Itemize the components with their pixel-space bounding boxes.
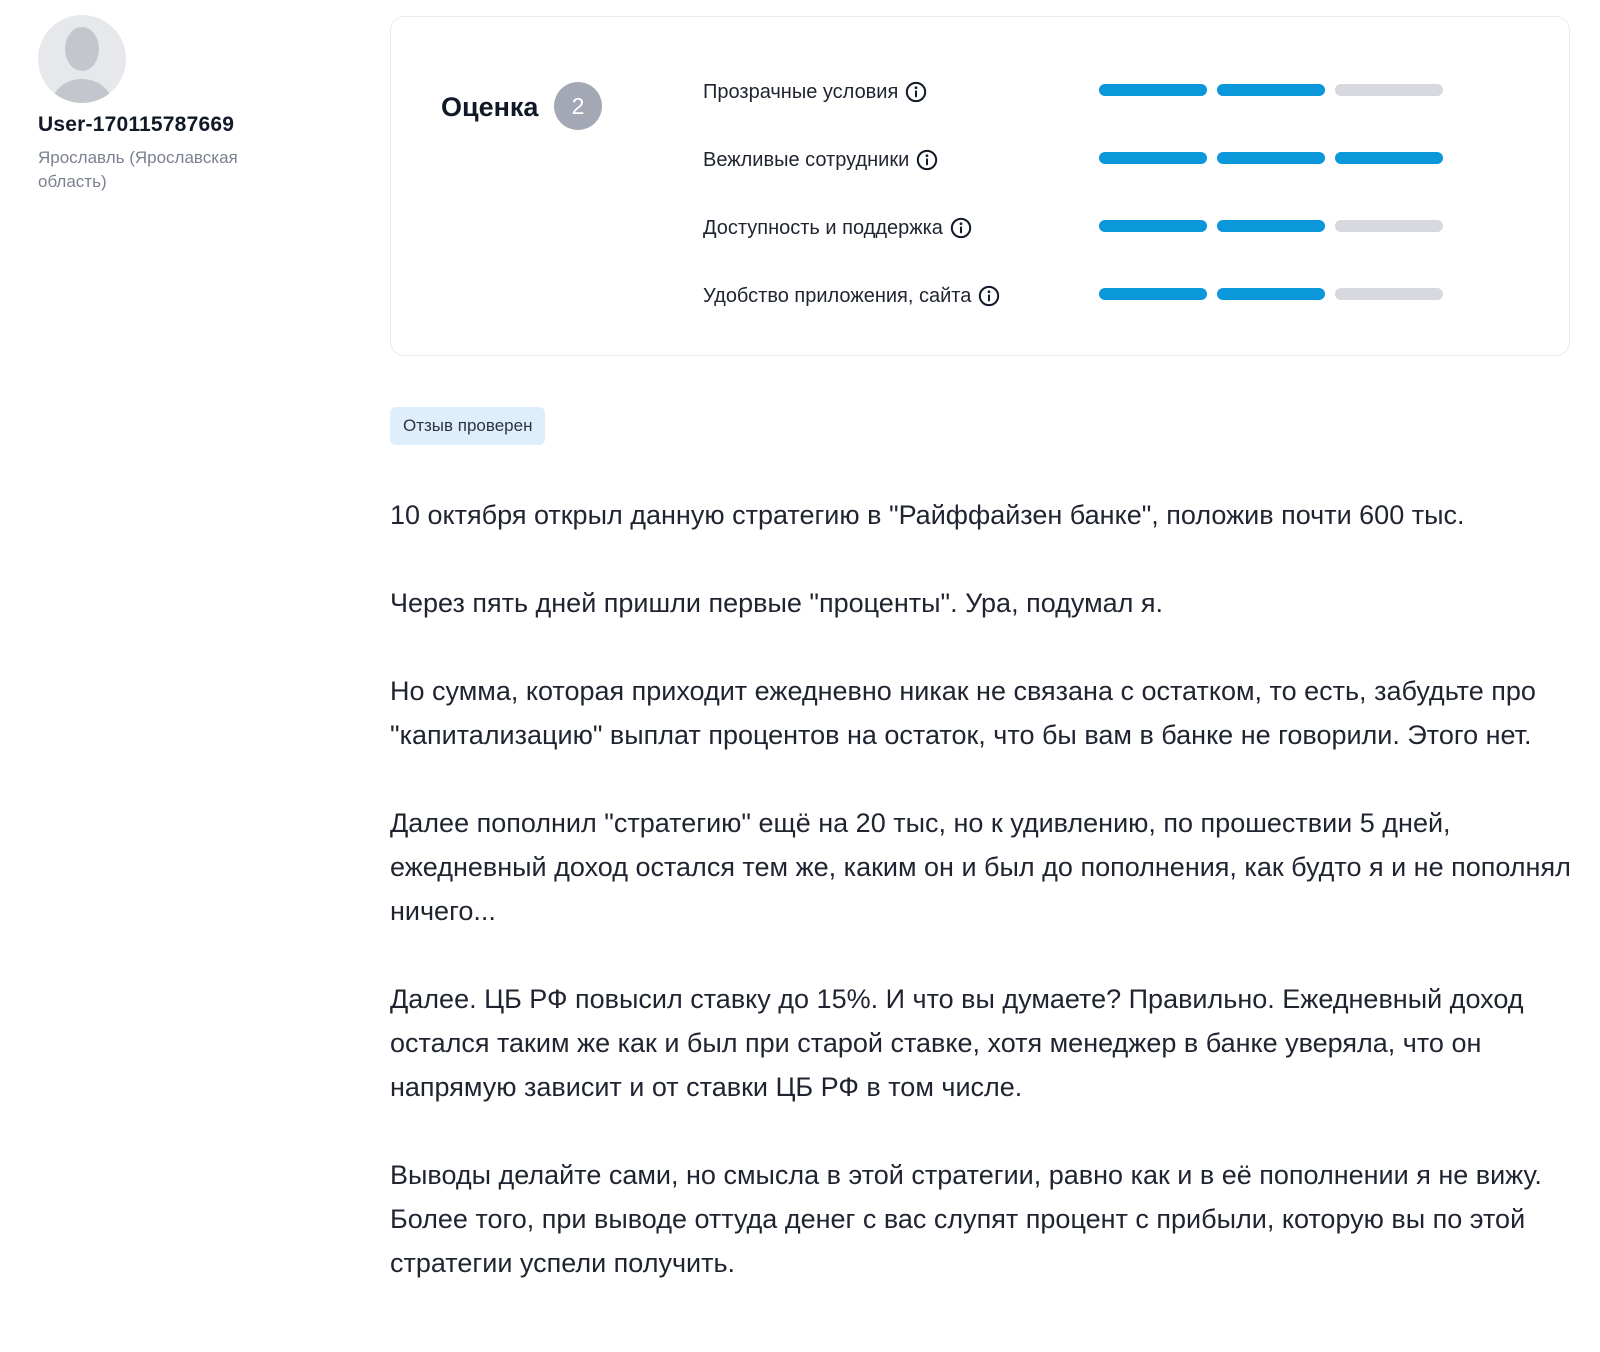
- criterion-label: Удобство приложения, сайта: [703, 285, 972, 307]
- rating-card: [390, 16, 1570, 356]
- rating-bar-filled: [1217, 288, 1325, 300]
- avatar[interactable]: [38, 15, 126, 103]
- review-paragraph: Но сумма, которая приходит ежедневно никак не связана с остатком, то есть, забудьте про "капитализацию" выплат процентов на остаток, что бы вам в банке не говорили. Этого нет.: [390, 676, 1536, 750]
- rating-bar-empty: [1335, 84, 1443, 96]
- info-icon[interactable]: [905, 81, 927, 103]
- criterion-label: Доступность и поддержка: [703, 217, 943, 239]
- rating-bar-filled: [1099, 220, 1207, 232]
- author-name[interactable]: User-170115787669: [38, 113, 235, 136]
- rating-bar-filled: [1217, 84, 1325, 96]
- criterion-row: [703, 65, 1463, 133]
- info-icon[interactable]: [916, 149, 938, 171]
- review-author: [38, 15, 328, 194]
- avatar-body-shape: [52, 79, 112, 103]
- review-paragraph: Далее пополнил "стратегию" ещё на 20 тыс, но к удивлению, по прошествии 5 дней, ежедневный доход остался тем же, каким он и был до пополнения, как будто я и не пополнял ничего...: [390, 808, 1571, 926]
- rating-bar-empty: [1335, 288, 1443, 300]
- criterion-bars: [1099, 84, 1443, 96]
- criterion-label: Прозрачные условия: [703, 81, 899, 103]
- criterion-row: [703, 133, 1463, 201]
- criterion-bars: [1099, 288, 1443, 300]
- rating-bar-filled: [1217, 152, 1325, 164]
- rating-score-badge: 2: [554, 82, 602, 130]
- review-body: [390, 493, 1580, 1329]
- rating-title: Оценка: [441, 92, 539, 122]
- criterion-label: Вежливые сотрудники: [703, 149, 910, 171]
- review-paragraph: Далее. ЦБ РФ повысил ставку до 15%. И что вы думаете? Правильно. Ежедневный доход остался таким же как и был при старой ставке, хотя менеджер в банке уверяла, что он напрямую зависит и от ставки ЦБ РФ в том числе.: [390, 984, 1524, 1102]
- criterion-row: [703, 201, 1463, 269]
- info-icon[interactable]: [950, 217, 972, 239]
- rating-bar-filled: [1099, 152, 1207, 164]
- rating-bar-filled: [1099, 288, 1207, 300]
- review-paragraph: Выводы делайте сами, но смысла в этой стратегии, равно как и в её пополнении я не вижу. Более того, при выводе оттуда денег с вас слупят процент с прибыли, которую вы по этой стратегии успели получить.: [390, 1160, 1542, 1278]
- avatar-head-shape: [65, 27, 99, 71]
- criterion-bars: [1099, 152, 1443, 164]
- info-icon[interactable]: [978, 285, 1000, 307]
- criterion-bars: [1099, 220, 1443, 232]
- criterion-row: [703, 269, 1463, 337]
- rating-bar-empty: [1335, 220, 1443, 232]
- rating-bar-filled: [1335, 152, 1443, 164]
- review-paragraph: 10 октября открыл данную стратегию в "Райффайзен банке", положив почти 600 тыс.: [390, 500, 1465, 530]
- author-location: Ярославль (Ярославская область): [38, 148, 238, 191]
- review-paragraph: Через пять дней пришли первые "проценты". Ура, подумал я.: [390, 588, 1164, 618]
- rating-criteria-list: [703, 65, 1463, 337]
- rating-bar-filled: [1099, 84, 1207, 96]
- rating-bar-filled: [1217, 220, 1325, 232]
- verified-badge: Отзыв проверен: [390, 407, 545, 445]
